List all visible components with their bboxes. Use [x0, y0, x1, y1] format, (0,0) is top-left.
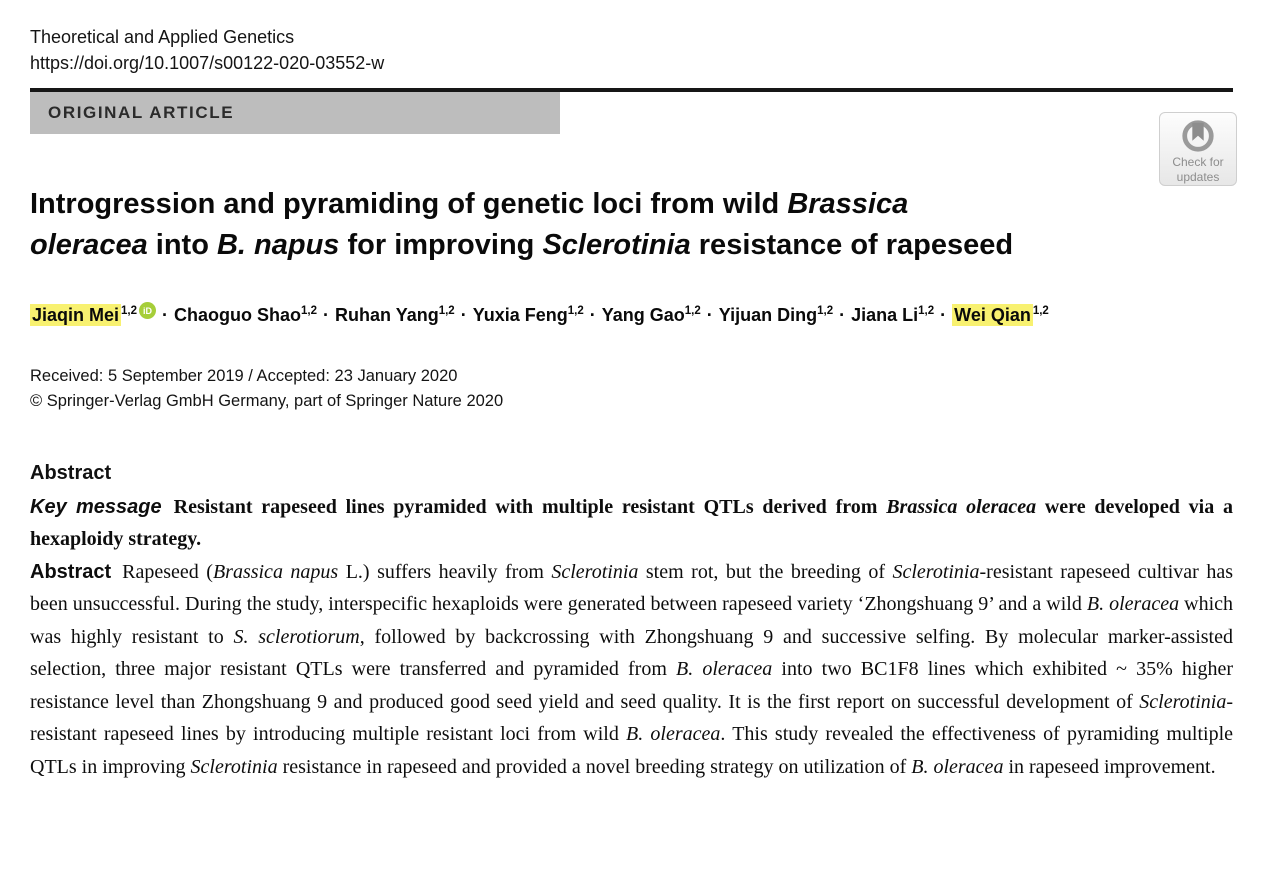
author-name: Yuxia Feng [472, 304, 568, 325]
text-segment: L.) suffers heavily from [338, 560, 552, 583]
received-accepted-line: Received: 5 September 2019 / Accepted: 23 January 2020 [30, 366, 458, 385]
author-affiliation-sup: 1,2 [918, 304, 935, 317]
author [719, 305, 833, 325]
text-segment: oleracea [30, 229, 148, 261]
author-separator: · [589, 304, 596, 325]
article-meta [30, 364, 1233, 414]
author-list [30, 302, 1233, 326]
text-segment: in rapeseed improvement. [1003, 755, 1216, 778]
key-message-label: Key message [30, 495, 162, 518]
abstract-body-text [30, 561, 1233, 778]
key-message [30, 491, 1233, 556]
author-separator: · [323, 304, 330, 325]
text-segment: stem rot, but the breeding of [638, 560, 893, 583]
text-segment: Sclerotinia [551, 560, 639, 583]
text-segment: Sclerotinia [190, 755, 278, 778]
text-segment: B. oleracea [911, 755, 1004, 778]
key-message-text [30, 496, 1233, 551]
text-segment: were developed via a hexaploidy strategy. [30, 495, 1234, 550]
author [30, 305, 156, 325]
abstract-section [30, 462, 1233, 784]
author-separator: · [839, 304, 846, 325]
author [473, 305, 584, 325]
author-name: Jiana Li [851, 304, 919, 325]
author [335, 305, 455, 325]
author-name: Yang Gao [601, 304, 685, 325]
author [952, 305, 1049, 325]
text-segment: B. oleracea [1086, 593, 1180, 615]
text-segment: -resistant rapeseed cultivar has been unsuccessful. During the study, interspecific hexaploids were generated between rapeseed variety ‘Zhongshuang 9’ and a wild [30, 560, 1233, 615]
paper-title-line-2 [30, 225, 1233, 266]
text-segment: Sclerotinia [892, 560, 980, 583]
text-segment: S. sclerotiorum [233, 625, 360, 648]
paper-title [30, 184, 1233, 266]
text-segment: into [147, 229, 217, 261]
abstract-body [30, 556, 1233, 784]
author-affiliation-sup: 1,2 [684, 304, 701, 317]
text-segment: which was highly resistant to [30, 593, 1234, 648]
text-segment: resistance of rapeseed [690, 229, 1014, 261]
text-segment: . This study revealed the effectiveness of pyramiding multiple QTLs in improving [30, 723, 1233, 778]
journal-name: Theoretical and Applied Genetics [30, 27, 295, 47]
author [851, 305, 934, 325]
check-for-updates-label-line2: updates [1176, 170, 1220, 184]
orcid-icon[interactable]: iD [139, 302, 156, 319]
text-segment: Introgression and pyramiding of genetic loci from wild [30, 188, 788, 220]
text-segment: Sclerotinia [542, 229, 691, 261]
text-segment: Brassica oleracea [886, 495, 1037, 518]
author-name: Yijuan Ding [718, 304, 818, 325]
text-segment: for improving [339, 229, 543, 261]
author-separator: · [706, 304, 713, 325]
text-segment: into two BC1F8 lines which exhibited ~ 35% higher resistance level than Zhongshuang 9 and produced good seed yield and seed quality. It is the first report on successful development of [30, 658, 1233, 713]
crossmark-icon [1179, 118, 1217, 154]
author [174, 305, 317, 325]
text-segment: -resistant rapeseed lines by introducing multiple resistant loci from wild [30, 690, 1233, 745]
author-name-highlighted: Jiaqin Mei [32, 304, 120, 325]
author-affiliation-sup: 1,2 [438, 304, 455, 317]
text-segment: Brassica napus [212, 560, 339, 583]
text-segment: B. oleracea [626, 723, 721, 745]
text-segment: , followed by backcrossing with Zhongshuang 9 and successive selfing. By molecular marker-assisted selection, three major resistant QTLs were transferred and pyramided from [30, 625, 1233, 680]
author-separator: · [940, 304, 947, 325]
author-separator: · [162, 304, 169, 325]
text-segment: B. napus [216, 229, 340, 261]
text-segment: resistance in rapeseed and provided a novel breeding strategy on utilization of [277, 755, 912, 778]
text-segment: B. oleracea [676, 658, 773, 680]
text-segment: Sclerotinia [1139, 690, 1227, 713]
author-name-highlighted: Wei Qian [954, 304, 1031, 325]
text-segment: Rapeseed ( [122, 560, 213, 583]
author-name: Ruhan Yang [335, 304, 439, 325]
author-name: Chaoguo Shao [174, 304, 302, 325]
check-for-updates-button[interactable] [1159, 112, 1237, 186]
abstract-body-label: Abstract [30, 560, 112, 583]
text-segment: Resistant rapeseed lines pyramided with multiple resistant QTLs derived from [173, 495, 887, 518]
text-segment: Brassica [787, 188, 909, 220]
author-affiliation-sup: 1,2 [301, 304, 318, 317]
article-type-label: ORIGINAL ARTICLE [48, 103, 235, 122]
paper-title-line-1 [30, 184, 1233, 225]
author [602, 305, 701, 325]
author-affiliation-sup: 1,2 [121, 304, 138, 317]
doi-link[interactable]: https://doi.org/10.1007/s00122-020-03552-w [30, 53, 385, 73]
author-separator: · [460, 304, 467, 325]
article-type-banner [30, 92, 560, 134]
check-for-updates-label-line1: Check for [1172, 155, 1224, 169]
author-affiliation-sup: 1,2 [1032, 304, 1049, 317]
abstract-heading: Abstract [30, 461, 112, 484]
copyright-line: © Springer-Verlag GmbH Germany, part of Springer Nature 2020 [30, 391, 504, 410]
author-affiliation-sup: 1,2 [567, 304, 584, 317]
author-affiliation-sup: 1,2 [817, 304, 834, 317]
